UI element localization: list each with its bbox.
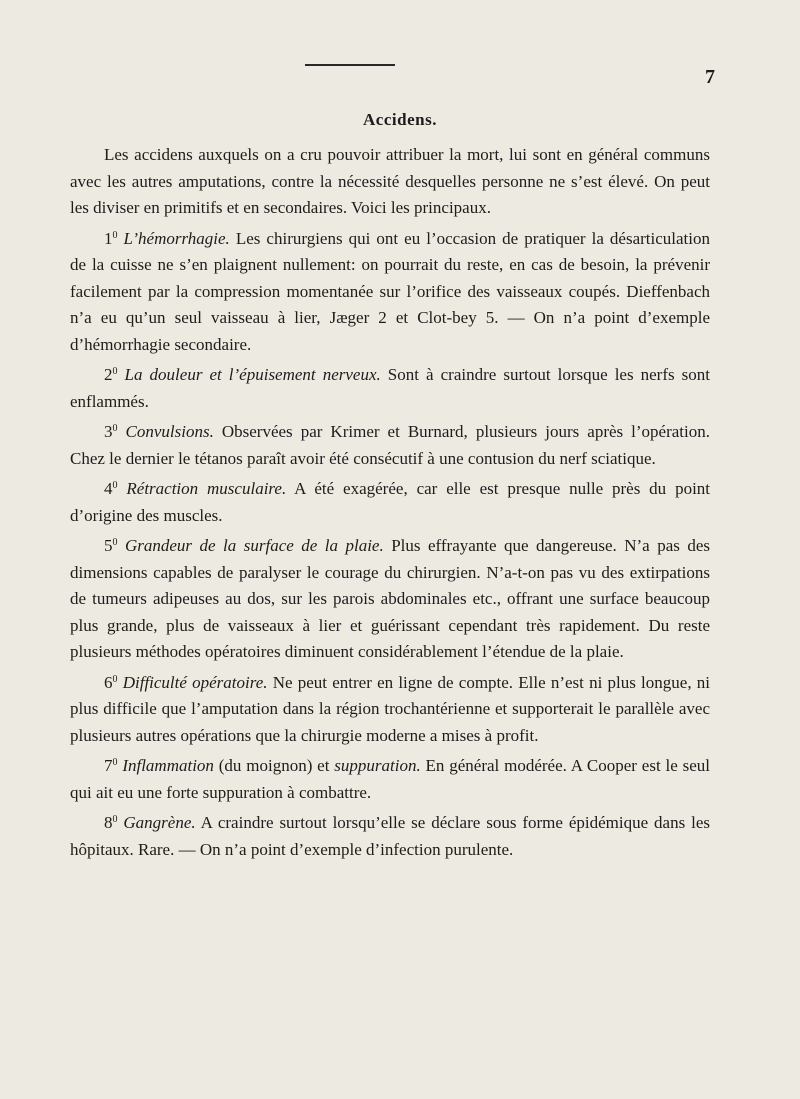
item-6-paragraph — [70, 670, 710, 750]
item-label: Inflammation — [122, 756, 214, 775]
item-label: La douleur et l’épuisement nerveux. — [124, 365, 381, 384]
item-label: Difficulté opératoire. — [122, 672, 268, 692]
item-1-paragraph — [70, 226, 710, 359]
item-text: Observées par Krimer et Burnard, plusieurs jours après l’opération. Chez le dernier le tétanos paraît avoir été consécutif à une contusion du nerf sciatique. — [70, 422, 710, 468]
item-label: Gangrène. — [123, 813, 196, 832]
item-text: Plus effrayante que dangereuse. N’a pas des dimensions capables de paralyser le courage du chirurgien. N’a-t-on pas vu des extirpations de tumeurs adipeuses au dos, sur les parois abdominales etc., offrant une surface beaucoup plus grande, plus de vaisseaux à lier et guérissant cependant très rapidement. Du reste plusieurs méthodes opératoires diminuent considérablement l’étendue de la plaie. — [70, 536, 711, 661]
item-7-paragraph — [70, 753, 710, 806]
intro-paragraph: Les accidens auxquels on a cru pouvoir attribuer la mort, lui sont en général communs avec les autres amputations, contre la nécessité desquelles personne ne s’est élevé. On peut les diviser en primitifs et en secondaires. Voici les principaux. — [70, 145, 710, 217]
item-mid-text: (du moignon) et — [213, 756, 335, 775]
item-number-sup: 0 — [112, 757, 118, 768]
item-number-sup: 0 — [112, 366, 118, 377]
item-text: Ne peut entrer en ligne de compte. Elle n’est ni plus longue, ni plus difficile que l’amputation dans la région trochantérienne et supporterait le parallèle avec plusieurs autres opérations que la chirurgie moderne a mises à profit. — [70, 672, 711, 745]
section-heading: Accidens. — [363, 110, 437, 129]
page-number: 7 — [705, 66, 715, 88]
item-2-paragraph — [70, 362, 710, 415]
item-3-paragraph — [70, 419, 710, 472]
item-number-sup: 0 — [112, 537, 118, 548]
item-text: A craindre surtout lorsqu’elle se déclare sous forme épidémique dans les hôpitaux. Rare. — On n’a point d’exemple d’infection purulente. — [70, 813, 710, 859]
item-text: A été exagérée, car elle est presque nulle près du point d’origine des muscles. — [70, 479, 711, 525]
item-number-sup: 0 — [112, 673, 118, 685]
item-4-paragraph — [70, 476, 710, 529]
item-label-secondary: suppuration. — [334, 756, 421, 775]
item-text: En général modérée. A Cooper est le seul qui ait eu une forte suppuration à combattre. — [70, 756, 710, 802]
item-number-sup: 0 — [112, 229, 118, 241]
item-label: Rétraction musculaire. — [126, 479, 287, 498]
item-number: 8 — [104, 813, 113, 832]
item-number: 2 — [104, 365, 113, 384]
item-label: L’hémorrhagie. — [123, 228, 230, 248]
item-number: 5 — [104, 536, 113, 555]
item-number-sup: 0 — [112, 423, 118, 434]
item-number: 3 — [104, 422, 113, 441]
item-text: Sont à craindre surtout lorsque les nerfs sont enflammés. — [70, 365, 710, 411]
item-label: Convulsions. — [125, 422, 214, 441]
item-number: 4 — [104, 479, 113, 498]
item-number-sup: 0 — [112, 480, 118, 491]
item-text: Les chirurgiens qui ont eu l’occasion de pratiquer la désarticulation de la cuisse ne s’en plaignent nullement: on pourrait du reste, en cas de besoin, la prévenir facilement par la compression momentanée sur l’orifice des vaisseaux coupés. Dieffenbach n’a eu qu’un seul vaisseau à lier, Jæger 2 et Clot-bey 5. — On n’a point d’exemple d’hémorrhagie secondaire. — [70, 228, 711, 354]
item-label: Grandeur de la surface de la plaie. — [124, 536, 384, 555]
item-number: 1 — [104, 228, 113, 248]
item-8-paragraph — [70, 810, 710, 863]
item-5-paragraph — [70, 533, 710, 666]
body-text — [70, 142, 710, 867]
item-number-sup: 0 — [112, 814, 118, 825]
item-number: 6 — [104, 672, 113, 692]
item-number: 7 — [104, 756, 113, 775]
header-rule — [305, 64, 395, 66]
